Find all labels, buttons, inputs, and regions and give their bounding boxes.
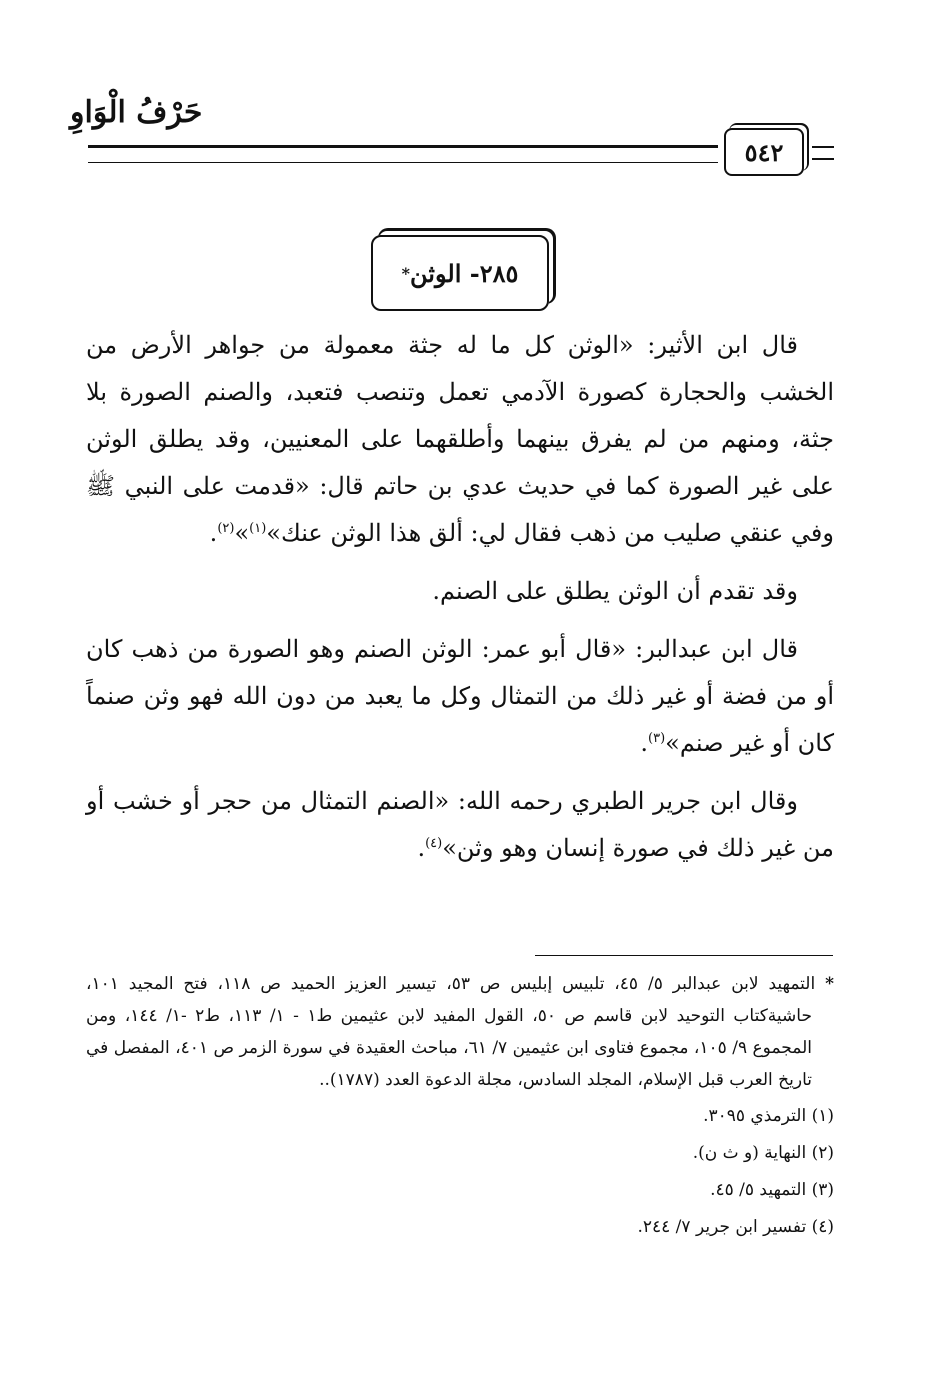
- paragraph-text: وقال ابن جرير الطبري رحمه الله: «الصنم التمثال من حجر أو خشب أو من غير ذلك في صورة إنسان وهو وثن»: [86, 787, 834, 862]
- sources-text: التمهيد لابن عبدالبر ٥/ ٤٥، تلبيس إبليس ص ٥٣، تيسير العزيز الحميد ص ١١٨، فتح المجيد ١٠١، حاشيةكتاب التوحيد لابن قاسم ص ٥٠، القول المفيد لابن عثيمين ط١ - ١/ ١١٣، ط٢ -١/ ١٤٤، ومن المجموع ٩/ ١٠٥، مجموع فتاوى ابن عثيمين ٧/ ٦١، مباحث العقيدة في سورة الزمر ص ٤٠١، المفصل في تاريخ العرب قبل الإسلام، المجلد السادس، مجلة الدعوة العدد (١٧٨٧)..: [86, 974, 816, 1090]
- paragraph-tabari: [86, 778, 834, 872]
- footnote-ref: (١): [249, 521, 267, 536]
- sentence-end: .: [640, 729, 649, 757]
- sentence-end: .: [417, 834, 426, 862]
- footnote-separator: [535, 955, 833, 956]
- paragraph-note: [86, 568, 834, 615]
- footnote-item: (١) الترمذي ٣٠٩٥.: [703, 1106, 834, 1126]
- page-number: ٥٤٢: [724, 128, 804, 176]
- paragraph-text: قال ابن عبدالبر: «قال أبو عمر: الوثن الصنم وهو الصورة من ذهب كان أو من فضة أو غير ذلك من التمثال وكل ما يعبد من دون الله فهو وثن صنماً كان أو غير صنم»: [86, 635, 834, 757]
- paragraph-text: وقد تقدم أن الوثن يطلق على الصنم.: [432, 577, 798, 605]
- paragraph-ibn-abdulbar: [86, 626, 834, 767]
- footnote-item: (٣) التمهيد ٥/ ٤٥.: [710, 1180, 834, 1200]
- entry-title: ٢٨٥- الوثن: [410, 258, 519, 288]
- sentence-end: .: [209, 519, 218, 547]
- sources-footnote: [86, 968, 834, 1096]
- entry-footnote-marker: *: [401, 263, 411, 283]
- footnote-item: (٢) النهاية (و ث ن).: [692, 1143, 834, 1163]
- paragraph-ibn-athir: [86, 322, 834, 557]
- footnote-ref: (٢): [217, 521, 235, 536]
- quote-close: »: [234, 519, 250, 547]
- paragraph-text: قال ابن الأثير: «الوثن كل ما له جثة معمولة من جواهر الأرض من الخشب والحجارة كصورة الآدمي تعمل وتنصب فتعبد، والصنم الصورة بلا جثة، ومنهم من لم يفرق بينهما وأطلقهما على المعنيين، وقد يطلق الوثن على غير الصورة كما في حديث عدي بن حاتم قال: «قدمت على النبي ﷺ وفي عنقي صليب من ذهب فقال لي: ألق هذا الوثن عنك»: [86, 331, 835, 547]
- footnote-ref: (٣): [648, 731, 666, 746]
- star-marker: *: [825, 974, 834, 994]
- header-rule: [88, 145, 718, 163]
- header-ornament: [812, 146, 834, 160]
- footnotes: [86, 968, 834, 1246]
- entry-title-box: [371, 235, 549, 311]
- chapter-title: حَرْفُ الْوَاوِ: [70, 95, 203, 130]
- footnote-ref: (٤): [425, 836, 443, 851]
- footnote-item: (٤) تفسير ابن جرير ٧/ ٢٤٤.: [637, 1217, 834, 1237]
- body-text: [86, 322, 834, 883]
